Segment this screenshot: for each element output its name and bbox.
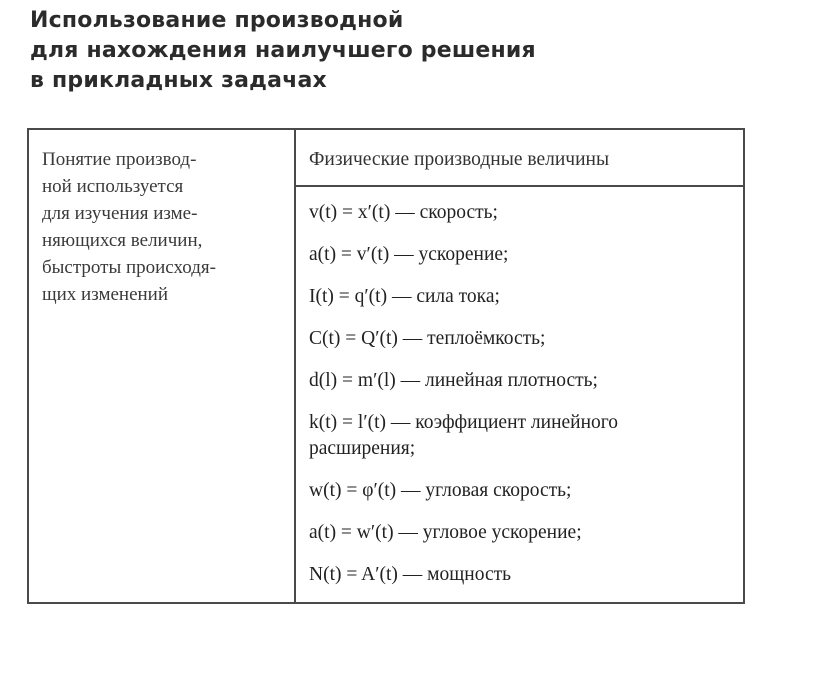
formula-text: v(t) = x′(t) — скорость; [309, 202, 498, 223]
concept-line: Понятие производ- [42, 149, 197, 170]
formula-item [309, 326, 739, 352]
formula-text: a(t) = w′(t) — угловое ускорение; [309, 522, 582, 543]
concept-line: няющихся величин, [42, 230, 203, 251]
formula-item [309, 242, 739, 268]
concept-line: щих изменений [42, 284, 169, 305]
formula-text: I(t) = q′(t) — сила тока; [309, 286, 500, 307]
heading-line: для нахождения наилучшего решения [30, 38, 536, 63]
derivative-table [27, 128, 745, 604]
column-divider [294, 130, 296, 602]
formula-item [309, 410, 739, 462]
concept-line: ной используется [42, 176, 184, 197]
formula-text: d(l) = m′(l) — линейная плотность; [309, 370, 598, 391]
formula-text-continued: расширения; [309, 438, 416, 459]
formula-text: C(t) = Q′(t) — теплоёмкость; [309, 328, 546, 349]
formula-item [309, 562, 739, 588]
formula-text: k(t) = l′(t) — коэффициент линейного [309, 412, 619, 433]
page-heading [30, 6, 536, 96]
formula-item [309, 284, 739, 310]
formula-text: w(t) = φ′(t) — угловая скорость; [309, 480, 572, 501]
formula-item [309, 478, 739, 504]
formula-item [309, 200, 739, 226]
formula-item [309, 520, 739, 546]
heading-line: в прикладных задачах [30, 68, 327, 93]
concept-line: для изучения изме- [42, 203, 198, 224]
formula-text: N(t) = A′(t) — мощность [309, 564, 512, 585]
heading-line: Использование производной [30, 8, 404, 33]
formula-text: a(t) = v′(t) — ускорение; [309, 244, 509, 265]
formula-list [309, 200, 739, 604]
concept-line: быстроты происходя- [42, 257, 216, 278]
header-divider [294, 185, 743, 187]
formula-item [309, 368, 739, 394]
concept-description [42, 146, 282, 308]
column-header: Физические производные величины [309, 149, 610, 170]
